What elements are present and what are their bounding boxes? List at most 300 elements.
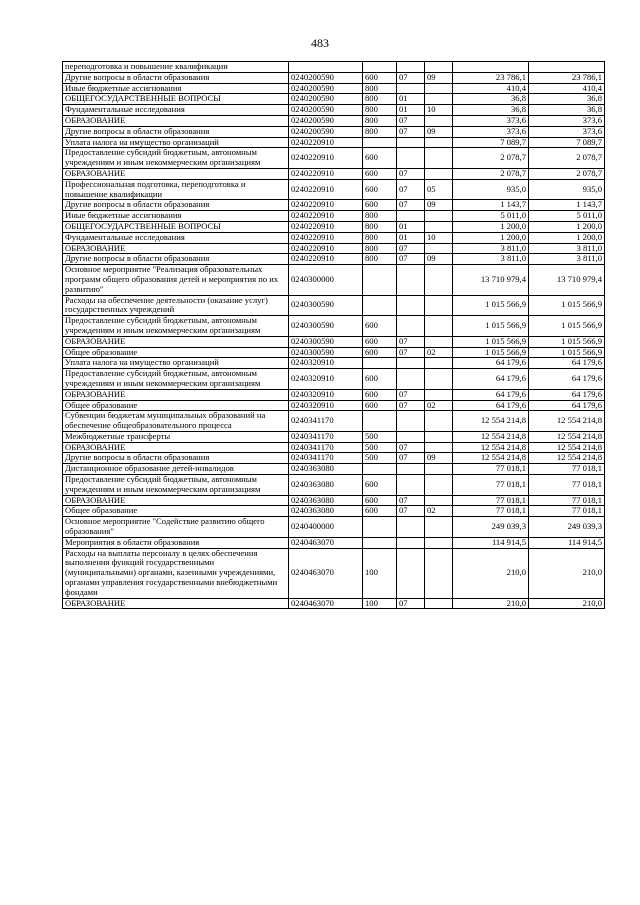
subsection-cell — [425, 431, 453, 442]
expense-name-cell: Иные бюджетные ассигнования — [63, 83, 289, 94]
section-cell: 07 — [397, 126, 425, 137]
table-row — [63, 243, 605, 254]
target-code-cell: 0240341170 — [289, 442, 363, 453]
subsection-cell — [425, 442, 453, 453]
table-row — [63, 453, 605, 464]
amount-total-cell: 249 039,3 — [529, 517, 605, 538]
amount-cell: 249 039,3 — [453, 517, 529, 538]
expense-name-cell: переподготовка и повышение квалификации — [63, 62, 289, 73]
amount-cell: 77 018,1 — [453, 495, 529, 506]
amount-cell: 36,8 — [453, 105, 529, 116]
expense-name-cell: ОБРАЗОВАНИЕ — [63, 168, 289, 179]
amount-total-cell: 12 554 214,8 — [529, 431, 605, 442]
subsection-cell — [425, 369, 453, 390]
amount-cell: 64 179,6 — [453, 369, 529, 390]
amount-cell: 410,4 — [453, 83, 529, 94]
section-cell: 07 — [397, 598, 425, 609]
amount-cell: 12 554 214,8 — [453, 442, 529, 453]
target-code-cell: 0240200590 — [289, 83, 363, 94]
expense-name-cell: Другие вопросы в области образования — [63, 72, 289, 83]
expense-type-cell: 800 — [363, 126, 397, 137]
amount-total-cell: 410,4 — [529, 83, 605, 94]
section-cell — [397, 548, 425, 598]
section-cell — [397, 265, 425, 295]
subsection-cell — [425, 295, 453, 316]
expense-type-cell — [363, 411, 397, 432]
amount-total-cell: 3 811,0 — [529, 243, 605, 254]
section-cell: 07 — [397, 254, 425, 265]
expense-name-cell: Другие вопросы в области образования — [63, 453, 289, 464]
section-cell: 01 — [397, 105, 425, 116]
section-cell: 01 — [397, 94, 425, 105]
target-code-cell — [289, 62, 363, 73]
table-row — [63, 369, 605, 390]
expense-name-cell: Субвенции бюджетам муниципальных образований на обеспечение общеобразовательного процесса — [63, 411, 289, 432]
amount-cell: 210,0 — [453, 548, 529, 598]
expense-name-cell: Фундаментальные исследования — [63, 232, 289, 243]
amount-total-cell: 1 200,0 — [529, 232, 605, 243]
expense-type-cell: 600 — [363, 72, 397, 83]
subsection-cell — [425, 316, 453, 337]
table-row — [63, 431, 605, 442]
expense-name-cell: Уплата налога на имущество организаций — [63, 137, 289, 148]
expense-type-cell: 600 — [363, 148, 397, 169]
amount-cell: 5 011,0 — [453, 211, 529, 222]
subsection-cell — [425, 598, 453, 609]
target-code-cell: 0240220910 — [289, 179, 363, 200]
subsection-cell — [425, 221, 453, 232]
subsection-cell — [425, 411, 453, 432]
table-row — [63, 115, 605, 126]
section-cell — [397, 316, 425, 337]
target-code-cell: 0240320910 — [289, 389, 363, 400]
expense-name-cell: Предоставление субсидий бюджетным, автономным учреждениям и иным некоммерческим организациям — [63, 148, 289, 169]
target-code-cell: 0240363080 — [289, 464, 363, 475]
amount-cell: 1 143,7 — [453, 200, 529, 211]
amount-total-cell: 12 554 214,8 — [529, 411, 605, 432]
expense-type-cell: 800 — [363, 105, 397, 116]
amount-total-cell: 114 914,5 — [529, 537, 605, 548]
expense-name-cell: Другие вопросы в области образования — [63, 200, 289, 211]
subsection-cell — [425, 115, 453, 126]
subsection-cell — [425, 148, 453, 169]
section-cell: 01 — [397, 232, 425, 243]
expense-type-cell: 600 — [363, 369, 397, 390]
expense-name-cell: Предоставление субсидий бюджетным, автономным учреждениям и иным некоммерческим организациям — [63, 316, 289, 337]
amount-total-cell: 23 786,1 — [529, 72, 605, 83]
subsection-cell: 09 — [425, 200, 453, 211]
target-code-cell: 0240220910 — [289, 137, 363, 148]
amount-total-cell: 1 015 566,9 — [529, 336, 605, 347]
subsection-cell — [425, 517, 453, 538]
subsection-cell: 02 — [425, 506, 453, 517]
table-row — [63, 200, 605, 211]
expense-name-cell: Общее образование — [63, 347, 289, 358]
subsection-cell: 02 — [425, 400, 453, 411]
expense-type-cell: 600 — [363, 400, 397, 411]
subsection-cell — [425, 537, 453, 548]
subsection-cell — [425, 168, 453, 179]
table-row — [63, 347, 605, 358]
amount-cell: 373,6 — [453, 115, 529, 126]
table-row — [63, 464, 605, 475]
subsection-cell: 09 — [425, 254, 453, 265]
amount-cell: 64 179,6 — [453, 389, 529, 400]
table-row — [63, 475, 605, 496]
subsection-cell — [425, 336, 453, 347]
expense-type-cell: 800 — [363, 83, 397, 94]
amount-cell: 114 914,5 — [453, 537, 529, 548]
expense-type-cell: 800 — [363, 94, 397, 105]
section-cell — [397, 369, 425, 390]
expense-name-cell: ОБЩЕГОСУДАРСТВЕННЫЕ ВОПРОСЫ — [63, 221, 289, 232]
expense-name-cell: Межбюджетные трансферты — [63, 431, 289, 442]
expense-type-cell — [363, 62, 397, 73]
target-code-cell: 0240363080 — [289, 495, 363, 506]
expense-name-cell: Мероприятия в области образования — [63, 537, 289, 548]
target-code-cell: 0240220910 — [289, 148, 363, 169]
expense-name-cell: Предоставление субсидий бюджетным, автономным учреждениям и иным некоммерческим организациям — [63, 475, 289, 496]
target-code-cell: 0240400000 — [289, 517, 363, 538]
table-row — [63, 598, 605, 609]
amount-total-cell: 210,0 — [529, 548, 605, 598]
expense-type-cell: 600 — [363, 506, 397, 517]
target-code-cell: 0240320910 — [289, 358, 363, 369]
expense-type-cell: 100 — [363, 548, 397, 598]
subsection-cell: 10 — [425, 232, 453, 243]
amount-total-cell: 1 200,0 — [529, 221, 605, 232]
table-row — [63, 265, 605, 295]
amount-total-cell: 1 015 566,9 — [529, 316, 605, 337]
subsection-cell — [425, 475, 453, 496]
expense-type-cell: 100 — [363, 598, 397, 609]
amount-total-cell: 373,6 — [529, 126, 605, 137]
expense-name-cell: Предоставление субсидий бюджетным, автономным учреждениям и иным некоммерческим организациям — [63, 369, 289, 390]
expense-name-cell: ОБРАЗОВАНИЕ — [63, 336, 289, 347]
amount-cell: 23 786,1 — [453, 72, 529, 83]
table-row — [63, 411, 605, 432]
amount-total-cell: 77 018,1 — [529, 495, 605, 506]
section-cell — [397, 137, 425, 148]
section-cell: 07 — [397, 72, 425, 83]
section-cell: 07 — [397, 442, 425, 453]
target-code-cell: 0240220910 — [289, 232, 363, 243]
amount-total-cell: 64 179,6 — [529, 389, 605, 400]
expense-type-cell — [363, 358, 397, 369]
section-cell: 07 — [397, 347, 425, 358]
section-cell: 07 — [397, 453, 425, 464]
amount-cell: 373,6 — [453, 126, 529, 137]
expense-type-cell: 600 — [363, 336, 397, 347]
subsection-cell — [425, 83, 453, 94]
target-code-cell: 0240200590 — [289, 94, 363, 105]
amount-total-cell: 1 015 566,9 — [529, 347, 605, 358]
target-code-cell: 0240320910 — [289, 369, 363, 390]
table-body — [63, 62, 605, 609]
target-code-cell: 0240300590 — [289, 336, 363, 347]
page-number: 483 — [311, 36, 329, 50]
subsection-cell: 10 — [425, 105, 453, 116]
amount-cell: 2 078,7 — [453, 168, 529, 179]
target-code-cell: 0240341170 — [289, 411, 363, 432]
expense-name-cell: Уплата налога на имущество организаций — [63, 358, 289, 369]
amount-cell: 12 554 214,8 — [453, 411, 529, 432]
expense-name-cell: Фундаментальные исследования — [63, 105, 289, 116]
amount-total-cell: 77 018,1 — [529, 464, 605, 475]
budget-table — [62, 61, 605, 609]
section-cell: 07 — [397, 168, 425, 179]
amount-total-cell: 13 710 979,4 — [529, 265, 605, 295]
table-row — [63, 316, 605, 337]
section-cell: 07 — [397, 336, 425, 347]
expense-name-cell: Основное мероприятие "Реализация образовательных программ общего образования детей и мероприятия по их развитию" — [63, 265, 289, 295]
table-row — [63, 221, 605, 232]
expense-name-cell: Иные бюджетные ассигнования — [63, 211, 289, 222]
amount-cell: 64 179,6 — [453, 400, 529, 411]
expense-name-cell: Общее образование — [63, 506, 289, 517]
amount-total-cell: 373,6 — [529, 115, 605, 126]
table-row — [63, 232, 605, 243]
amount-cell: 77 018,1 — [453, 475, 529, 496]
expense-name-cell: Расходы на обеспечение деятельности (оказание услуг) государственных учреждений — [63, 295, 289, 316]
amount-cell: 12 554 214,8 — [453, 453, 529, 464]
section-cell — [397, 295, 425, 316]
expense-name-cell: ОБРАЗОВАНИЕ — [63, 495, 289, 506]
amount-total-cell: 210,0 — [529, 598, 605, 609]
section-cell — [397, 431, 425, 442]
subsection-cell — [425, 464, 453, 475]
expense-type-cell: 600 — [363, 495, 397, 506]
section-cell — [397, 475, 425, 496]
amount-cell: 210,0 — [453, 598, 529, 609]
target-code-cell: 0240363080 — [289, 506, 363, 517]
table-row — [63, 137, 605, 148]
table-row — [63, 495, 605, 506]
expense-name-cell: Общее образование — [63, 400, 289, 411]
amount-cell: 935,0 — [453, 179, 529, 200]
amount-total-cell: 5 011,0 — [529, 211, 605, 222]
amount-total-cell: 36,8 — [529, 94, 605, 105]
expense-type-cell: 600 — [363, 179, 397, 200]
amount-cell: 2 078,7 — [453, 148, 529, 169]
amount-total-cell: 64 179,6 — [529, 400, 605, 411]
expense-type-cell — [363, 537, 397, 548]
section-cell: 07 — [397, 389, 425, 400]
target-code-cell: 0240363080 — [289, 475, 363, 496]
amount-total-cell: 935,0 — [529, 179, 605, 200]
expense-name-cell: Расходы на выплаты персоналу в целях обеспечения выполнения функций государственными (муниципальными) органами, казенными учреждениями, органами управления государственными внебюджетными фондами — [63, 548, 289, 598]
expense-name-cell: Основное мероприятие "Содействие развитию общего образования" — [63, 517, 289, 538]
table-row — [63, 83, 605, 94]
subsection-cell — [425, 62, 453, 73]
expense-name-cell: Другие вопросы в области образования — [63, 126, 289, 137]
target-code-cell: 0240463070 — [289, 598, 363, 609]
expense-type-cell: 500 — [363, 431, 397, 442]
amount-cell: 36,8 — [453, 94, 529, 105]
expense-type-cell: 800 — [363, 232, 397, 243]
subsection-cell: 09 — [425, 453, 453, 464]
target-code-cell: 0240341170 — [289, 453, 363, 464]
amount-total-cell — [529, 62, 605, 73]
subsection-cell: 02 — [425, 347, 453, 358]
expense-name-cell: ОБРАЗОВАНИЕ — [63, 243, 289, 254]
expense-name-cell: ОБРАЗОВАНИЕ — [63, 598, 289, 609]
expense-name-cell: Другие вопросы в области образования — [63, 254, 289, 265]
amount-cell: 77 018,1 — [453, 464, 529, 475]
amount-cell: 1 015 566,9 — [453, 347, 529, 358]
target-code-cell: 0240200590 — [289, 105, 363, 116]
section-cell: 07 — [397, 400, 425, 411]
amount-total-cell: 77 018,1 — [529, 506, 605, 517]
amount-total-cell: 77 018,1 — [529, 475, 605, 496]
target-code-cell: 0240200590 — [289, 126, 363, 137]
subsection-cell — [425, 211, 453, 222]
expense-name-cell: ОБЩЕГОСУДАРСТВЕННЫЕ ВОПРОСЫ — [63, 94, 289, 105]
subsection-cell — [425, 265, 453, 295]
expense-type-cell: 600 — [363, 389, 397, 400]
table-row — [63, 517, 605, 538]
amount-cell: 3 811,0 — [453, 254, 529, 265]
section-cell — [397, 358, 425, 369]
expense-type-cell — [363, 295, 397, 316]
amount-total-cell: 3 811,0 — [529, 254, 605, 265]
target-code-cell: 0240220910 — [289, 243, 363, 254]
table-row — [63, 148, 605, 169]
amount-total-cell: 2 078,7 — [529, 168, 605, 179]
table-row — [63, 168, 605, 179]
target-code-cell: 0240300590 — [289, 316, 363, 337]
subsection-cell — [425, 137, 453, 148]
table-row — [63, 62, 605, 73]
section-cell — [397, 83, 425, 94]
subsection-cell — [425, 94, 453, 105]
section-cell — [397, 148, 425, 169]
amount-total-cell: 12 554 214,8 — [529, 442, 605, 453]
target-code-cell: 0240220910 — [289, 168, 363, 179]
subsection-cell — [425, 358, 453, 369]
expense-name-cell: Дистанционное образование детей-инвалидов — [63, 464, 289, 475]
target-code-cell: 0240220910 — [289, 211, 363, 222]
amount-cell: 7 089,7 — [453, 137, 529, 148]
expense-name-cell: ОБРАЗОВАНИЕ — [63, 389, 289, 400]
table-row — [63, 506, 605, 517]
expense-name-cell: Профессиональная подготовка, переподготовка и повышение квалификации — [63, 179, 289, 200]
section-cell: 07 — [397, 200, 425, 211]
expense-type-cell: 800 — [363, 243, 397, 254]
table-row — [63, 358, 605, 369]
amount-cell — [453, 62, 529, 73]
table-row — [63, 295, 605, 316]
section-cell: 07 — [397, 506, 425, 517]
expense-type-cell — [363, 265, 397, 295]
subsection-cell: 09 — [425, 72, 453, 83]
target-code-cell: 0240300000 — [289, 265, 363, 295]
target-code-cell: 0240220910 — [289, 221, 363, 232]
table-row — [63, 548, 605, 598]
table-row — [63, 336, 605, 347]
target-code-cell: 0240463070 — [289, 537, 363, 548]
amount-cell: 1 015 566,9 — [453, 295, 529, 316]
amount-total-cell: 2 078,7 — [529, 148, 605, 169]
table-row — [63, 389, 605, 400]
amount-cell: 1 200,0 — [453, 232, 529, 243]
expense-type-cell: 600 — [363, 316, 397, 337]
target-code-cell: 0240320910 — [289, 400, 363, 411]
section-cell — [397, 62, 425, 73]
subsection-cell — [425, 389, 453, 400]
table-row — [63, 254, 605, 265]
expense-name-cell: ОБРАЗОВАНИЕ — [63, 442, 289, 453]
subsection-cell: 09 — [425, 126, 453, 137]
expense-type-cell: 600 — [363, 475, 397, 496]
target-code-cell: 0240300590 — [289, 347, 363, 358]
section-cell — [397, 464, 425, 475]
table-row — [63, 400, 605, 411]
table-row — [63, 105, 605, 116]
table-row — [63, 537, 605, 548]
expense-type-cell: 600 — [363, 168, 397, 179]
amount-total-cell: 12 554 214,8 — [529, 453, 605, 464]
section-cell: 01 — [397, 221, 425, 232]
table-row — [63, 179, 605, 200]
section-cell — [397, 517, 425, 538]
amount-total-cell: 36,8 — [529, 105, 605, 116]
amount-total-cell: 64 179,6 — [529, 369, 605, 390]
table-row — [63, 126, 605, 137]
target-code-cell: 0240341170 — [289, 431, 363, 442]
subsection-cell: 05 — [425, 179, 453, 200]
amount-cell: 13 710 979,4 — [453, 265, 529, 295]
target-code-cell: 0240220910 — [289, 254, 363, 265]
expense-type-cell: 800 — [363, 254, 397, 265]
expense-type-cell: 800 — [363, 115, 397, 126]
target-code-cell: 0240463070 — [289, 548, 363, 598]
amount-cell: 77 018,1 — [453, 506, 529, 517]
target-code-cell: 0240200590 — [289, 115, 363, 126]
expense-type-cell: 600 — [363, 347, 397, 358]
amount-cell: 3 811,0 — [453, 243, 529, 254]
table-row — [63, 72, 605, 83]
expense-type-cell: 800 — [363, 211, 397, 222]
amount-cell: 1 015 566,9 — [453, 336, 529, 347]
section-cell: 07 — [397, 495, 425, 506]
expense-type-cell: 500 — [363, 442, 397, 453]
table-row — [63, 442, 605, 453]
expense-name-cell: ОБРАЗОВАНИЕ — [63, 115, 289, 126]
expense-type-cell — [363, 464, 397, 475]
amount-cell: 1 200,0 — [453, 221, 529, 232]
amount-cell: 1 015 566,9 — [453, 316, 529, 337]
amount-total-cell: 1 143,7 — [529, 200, 605, 211]
expense-type-cell: 800 — [363, 221, 397, 232]
section-cell — [397, 537, 425, 548]
amount-cell: 12 554 214,8 — [453, 431, 529, 442]
subsection-cell — [425, 548, 453, 598]
table-row — [63, 211, 605, 222]
table-row — [63, 94, 605, 105]
section-cell: 07 — [397, 179, 425, 200]
target-code-cell: 0240220910 — [289, 200, 363, 211]
section-cell: 07 — [397, 115, 425, 126]
expense-type-cell — [363, 517, 397, 538]
amount-total-cell: 64 179,6 — [529, 358, 605, 369]
target-code-cell: 0240200590 — [289, 72, 363, 83]
expense-type-cell: 600 — [363, 200, 397, 211]
expense-type-cell: 500 — [363, 453, 397, 464]
amount-total-cell: 7 089,7 — [529, 137, 605, 148]
expense-type-cell — [363, 137, 397, 148]
subsection-cell — [425, 243, 453, 254]
